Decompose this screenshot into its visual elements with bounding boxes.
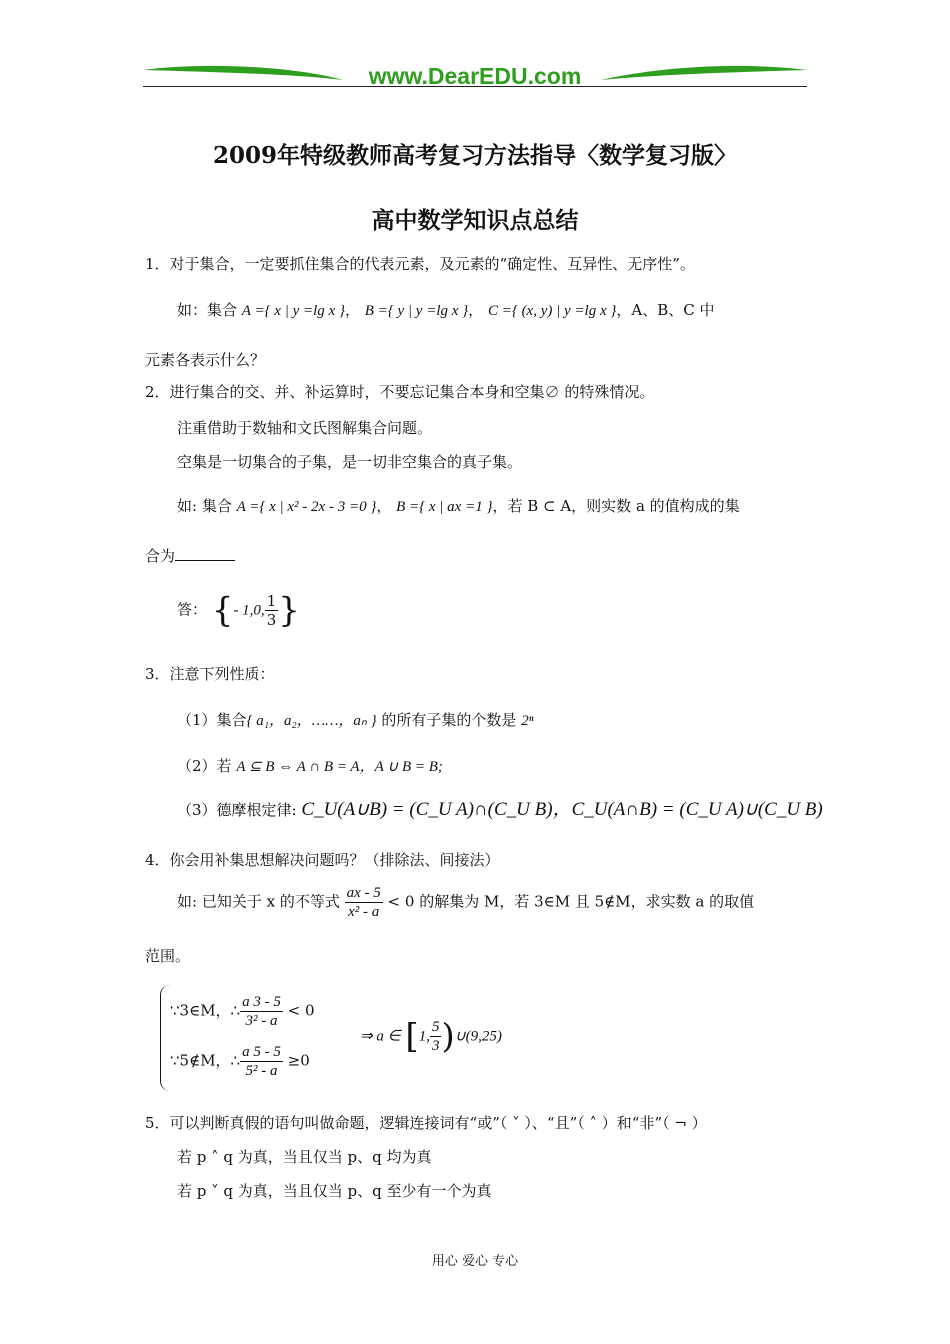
s5-line2: 若 p ˅ q 为真，当且仅当 p、q 至少有一个为真 (177, 1182, 492, 1200)
s3-item1-value: 2ⁿ (521, 713, 534, 729)
s5-heading: 5．可以判断真假的语句叫做命题，逻辑连接词有“或”（ ˅ ）、“且”（ ˄ ）和“非”（ ¬ ） (145, 1114, 707, 1132)
s1-set-c: C ={ (x, y) | y =lg x } (487, 303, 617, 319)
s3-item2 (177, 756, 443, 777)
s2-answer-label: 答： (177, 600, 208, 619)
s4-sol-row1-num: a 3 - 5 (242, 994, 281, 1010)
s2-example-cont (145, 546, 235, 566)
s4-res-den: 3 (431, 1038, 440, 1054)
s3-item3 (177, 800, 823, 820)
s3-item3-prefix: （3）德摩根定律: (177, 801, 297, 819)
right-swoosh (601, 66, 807, 80)
s2-ex-mid: ，若 B ⊂ A，则实数 a 的值构成的集 (492, 497, 740, 515)
s2-answer-frac (265, 592, 279, 629)
s1-set-a: A ={ x | y =lg x } (241, 303, 345, 319)
s4-sol-row2-rel: ≥0 (287, 1051, 310, 1070)
s3-item1-prefix: （1）集合 (177, 711, 247, 729)
s2-line2: 空集是一切集合的子集，是一切非空集合的真子集。 (177, 453, 523, 471)
s2-set-b: B ={ x | ax =1 } (396, 499, 493, 515)
s2-heading: 2．进行集合的交、并、补运算时，不要忘记集合本身和空集∅ 的特殊情况。 (145, 383, 655, 401)
left-swoosh (143, 66, 343, 80)
s4-sol-row2-frac (240, 1043, 283, 1080)
s4-sol-row1-den: 3² - a (245, 1013, 278, 1029)
s4-sol-result (360, 1018, 502, 1055)
s1-example-cont: 元素各表示什么？ (145, 351, 266, 369)
s4-sol-row1-frac (240, 993, 283, 1030)
page-footer: 用心 爱心 专心 (431, 1254, 519, 1269)
s4-frac-den: x² - a (348, 904, 380, 920)
s4-ex-prefix: 如: 已知关于 x 的不等式 (177, 892, 340, 911)
doc-title: 2009年特级教师高考复习方法指导〈数学复习版〉 (212, 142, 737, 169)
s2-set-a: A ={ x | x² - 2x - 3 =0 } (236, 499, 377, 515)
s2-ex-prefix: 如: 集合 (177, 497, 232, 515)
res-left-bracket: [ (405, 1016, 419, 1057)
s1-ex-prefix: 如：集合 (177, 301, 238, 319)
s2-answer-den: 3 (266, 611, 277, 629)
s1-example: 如：集合 A ={ x | y =lg x }， B ={ y | y =lg x }， C ={ (x, y) | y =lg x }，A、B、C 中 (177, 301, 715, 319)
s4-res-tail: ∪(9,25) (454, 1028, 502, 1045)
s3-item1-suffix: 的所有子集的个数是 (381, 711, 517, 729)
s4-sol-row2 (170, 1043, 310, 1080)
s4-sol-row1-rel: < 0 (287, 1001, 315, 1020)
s3-heading: 3．注意下列性质： (145, 665, 275, 683)
answer-blank (175, 546, 235, 561)
s3-item2-formula: A ⊆ B ⇔ A ∩ B = A，A ∪ B = B; (236, 759, 443, 775)
s2-answer-num: 1 (266, 592, 277, 610)
s5-line1: 若 p ˄ q 为真，当且仅当 p、q 均为真 (177, 1148, 432, 1166)
s3-item1 (177, 710, 533, 731)
s4-frac-num: ax - 5 (346, 885, 381, 901)
left-brace: { (211, 590, 234, 631)
s4-inequality-frac (345, 884, 383, 921)
s2-line1: 注重借助于数轴和文氏图解集合问题。 (177, 419, 433, 437)
s3-item2-prefix: （2）若 (177, 757, 232, 775)
s4-res-frac (430, 1018, 442, 1055)
s4-example-cont: 范围。 (145, 947, 191, 965)
s3-item1-set: { a₁，a₂，……，aₙ } (246, 713, 377, 729)
s3-item3-formula: C_U(A∪B) = (C_U A)∩(C_U B)，C_U(A∩B) = (C_U A)∪(C_U B) (301, 799, 823, 820)
doc-subtitle: 高中数学知识点总结 (371, 207, 579, 234)
s4-res-num: 5 (431, 1019, 440, 1035)
s4-res-head: ⇒ a ∈ (360, 1028, 401, 1045)
s2-example: 如: 集合 A ={ x | x² - 2x - 3 =0 }， B ={ x | ax =1 }，若 B ⊂ A，则实数 a 的值构成的集 (177, 497, 740, 515)
res-right-paren: ) (441, 1016, 455, 1057)
s4-sol-row2-text: ∵5∉M，∴ (170, 1051, 241, 1070)
logo-text: www.DearEDU.com (368, 63, 582, 89)
s4-sol-row1 (170, 993, 315, 1030)
s4-sol-row1-text: ∵3∈M，∴ (170, 1001, 241, 1020)
s1-set-b: B ={ y | y =lg x } (364, 303, 469, 319)
s4-ex-mid: < 0 的解集为 M，若 3∈M 且 5∉M，求实数 a 的取值 (387, 892, 755, 911)
s4-sol-row2-num: a 5 - 5 (242, 1044, 281, 1060)
res-one: 1, (418, 1028, 430, 1045)
s2-ex-cont: 合为 (145, 547, 176, 565)
s1-ex-suffix: ，A、B、C 中 (616, 301, 715, 319)
s2-answer-head: - 1,0, (233, 602, 265, 619)
s4-example (177, 884, 754, 921)
header-rule (143, 86, 807, 87)
s2-answer (177, 592, 300, 629)
s1-heading: 1．对于集合，一定要抓住集合的代表元素，及元素的“确定性、互异性、无序性”。 (145, 255, 695, 273)
s4-sol-row2-den: 5² - a (245, 1063, 278, 1079)
s4-heading: 4．你会用补集思想解决问题吗？（排除法、间接法） (145, 851, 500, 869)
right-brace: } (278, 590, 300, 631)
